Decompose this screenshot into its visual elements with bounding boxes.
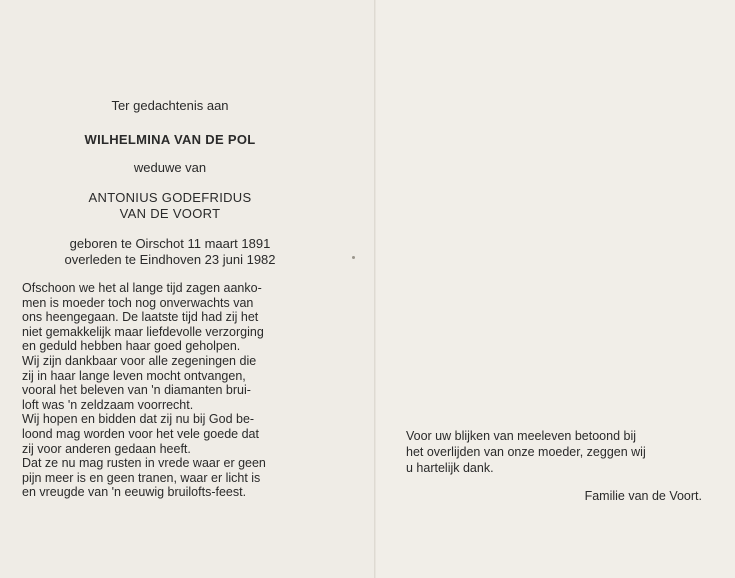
birth-line: geboren te Oirschot 11 maart 1891 — [69, 236, 271, 251]
deceased-name: WILHELMINA VAN DE POL — [84, 132, 256, 147]
memorial-text — [22, 281, 318, 500]
spouse-name-line2: VAN DE VOORT — [119, 206, 221, 221]
thanks-line: het overlijden van onze moeder, zeggen wij — [406, 445, 646, 459]
memorial-text-line: zij in haar lange leven mocht ontvangen, — [22, 368, 246, 383]
memorial-text-line: ons heengegaan. De laatste tijd had zij het — [22, 310, 259, 325]
memorial-text-line: niet gemakkelijk maar liefdevolle verzorging — [22, 324, 264, 339]
thanks-text — [406, 428, 702, 476]
memorial-text-line: pijn meer is en geen tranen, waar er licht is — [22, 470, 261, 485]
memorial-text-line: loond mag worden voor het vele goede dat — [22, 426, 259, 441]
paper-speck — [352, 256, 355, 259]
thanks-line: Voor uw blijken van meeleven betoond bij — [406, 429, 637, 443]
spouse-name-line1: ANTONIUS GODEFRIDUS — [88, 190, 252, 205]
memorial-text-line: men is moeder toch nog onverwachts van — [22, 295, 254, 310]
memorial-text-line: Wij hopen en bidden dat zij nu bij God be- — [22, 412, 255, 427]
memorial-text-line: loft was 'n zeldzaam voorrecht. — [22, 397, 194, 412]
memorial-text-line: vooral het beleven van 'n diamanten brui- — [22, 383, 251, 398]
death-line: overleden te Eindhoven 23 juni 1982 — [64, 252, 276, 267]
memorial-text-line: zij voor anderen gedaan heeft. — [22, 441, 191, 456]
family-signature: Familie van de Voort. — [584, 489, 702, 503]
relation-text: weduwe van — [133, 160, 207, 175]
memorial-text-line: Ofschoon we het al lange tijd zagen aanko- — [22, 281, 262, 295]
memorial-text-line: en vreugde van 'n eeuwig bruilofts-feest. — [22, 485, 247, 500]
thanks-line: u hartelijk dank. — [406, 461, 494, 475]
memorial-text-line: Wij zijn dankbaar voor alle zegeningen die — [22, 353, 257, 368]
card-heading: Ter gedachtenis aan — [111, 98, 229, 113]
memorial-text-line: en geduld hebben haar goed geholpen. — [22, 339, 241, 354]
memorial-text-line: Dat ze nu mag rusten in vrede waar er geen — [22, 456, 266, 471]
